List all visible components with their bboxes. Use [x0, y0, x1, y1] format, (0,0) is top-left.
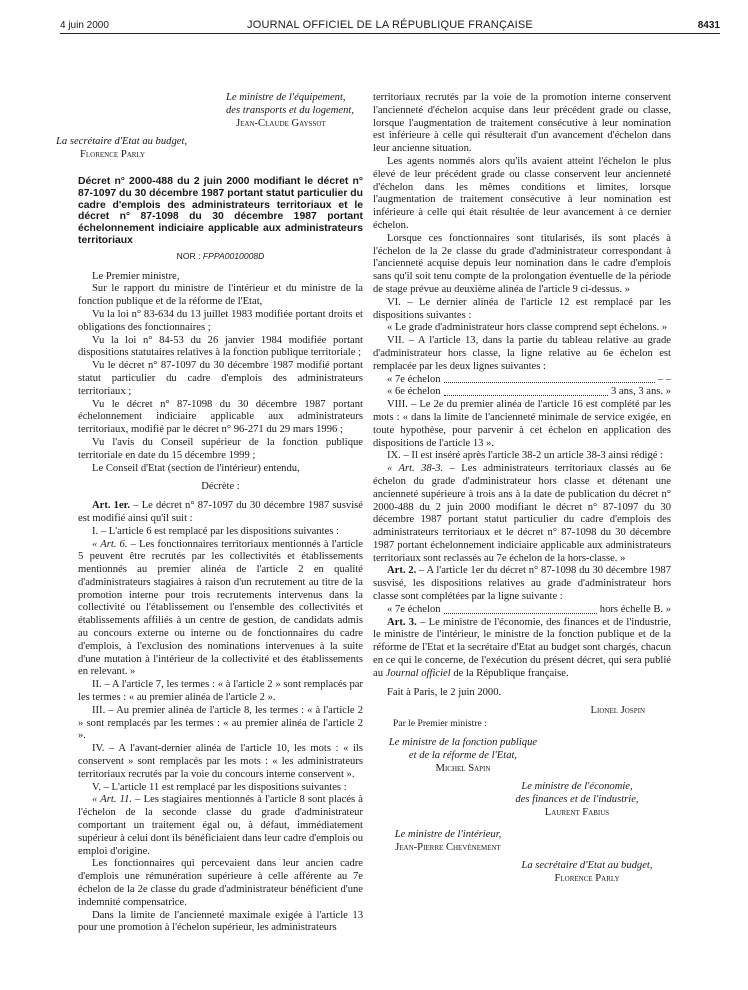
signature-block-interieur: Le ministre de l'intérieur, Jean-Pierre Chevènement — [394, 828, 502, 853]
fait-a-paris: Fait à Paris, le 2 juin 2000. — [387, 686, 502, 698]
signature-block-fonction-publique: Le ministre de la fonction publique et de la réforme de l'Etat, Michel Sapin — [388, 737, 538, 774]
article-1: Art. 1er. – Le décret n° 87-1097 du 30 décembre 1987 susvisé est modifié ainsi qu'il suit : — [78, 500, 364, 524]
signature-name: Lionel Jospin — [590, 705, 645, 717]
header-date: 4 juin 2000 — [60, 20, 109, 31]
signature-block-budget — [56, 136, 363, 162]
article-6-text: « Art. 6. – Les fonctionnaires territoriaux mentionnés à l'article 5 peuvent être recrutés par les collectivités et établissements mentionnés au premier alinéa de l'article 2 en qualité d'administrateurs stagiaires à raison d'un recrutement au titre de la promotion interne pour trois recrutements intervenus dans la collectivité ou l'établissement ou l'ensemble des collectivités et établissements affiliés à un centre de gestion, de candidats admis au concours externe ou interne ou de fonctionnaires du cadre d'emplois, à l'exclusion des nominations intervenues à la suite d'une mutation à l'intérieur de la collectivité et des établissements en relevant. » — [78, 538, 363, 678]
paragraph: III. – Au premier alinéa de l'article 8, les termes : « à l'article 2 » sont remplacés par les termes : « au premier alinéa de l'article 2 ». — [78, 704, 363, 742]
signature-name: Jean-Pierre Chevènement — [395, 841, 501, 853]
table-row: « 7e échelon hors échelle B. » — [387, 603, 671, 615]
paragraph: Vu la loi n° 83-634 du 13 juillet 1983 modifiée portant droits et obligations des fonctionnaires ; — [78, 308, 363, 333]
signature-role: Le ministre de l'équipement, — [226, 92, 346, 103]
paragraph: Vu le décret n° 87-1097 du 30 décembre 1987 modifié portant statut particulier du cadre d'emplois des administrateurs territoriaux ; — [78, 360, 363, 397]
paragraph: Vu la loi n° 84-53 du 26 janvier 1984 modifiée portant dispositions statutaires relatives à la fonction publique territoriale ; — [78, 334, 363, 359]
left-column — [56, 92, 364, 935]
paragraph: Lorsque ces fonctionnaires sont titularisés, ils sont placés à l'échelon de la 2e classe du grade d'administrateur correspondant à l'ancienneté acquise depuis leur nomination dans le cadre d'emplois sans qu'il soit tenu compte de la prolongation éventuelle de la période de stage prévue au deuxième alinéa de l'article 9 ci-dessus. » — [373, 232, 671, 295]
paragraph: Sur le rapport du ministre de l'intérieur et du ministre de la fonction publique et de la réforme de l'Etat, — [78, 283, 363, 308]
signature-name: Jean-Claude Gayssot — [236, 117, 326, 129]
paragraph: Le Conseil d'Etat (section de l'intérieur) entendu, — [92, 462, 300, 474]
paragraph: « Le grade d'administrateur hors classe comprend sept échelons. » — [387, 322, 668, 334]
page-header — [60, 18, 720, 34]
journal-title: JOURNAL OFFICIEL DE LA RÉPUBLIQUE FRANÇAISE — [247, 19, 533, 31]
par-le-premier-ministre: Par le Premier ministre : — [393, 718, 487, 730]
signature-role: La secrétaire d'Etat au budget, — [56, 136, 188, 148]
article-11-text: « Art. 11. – Les stagiaires mentionnés à l'article 8 sont placés à l'échelon de la seconde classe du grade d'administrateur comportant un traitement égal ou, à défaut, immédiatement supérieur à celui dont ils bénéficiaient dans leur cadre d'emplois ou emploi d'origine. — [78, 794, 363, 857]
article-38-3-text: « Art. 38-3. – Les administrateurs territoriaux classés au 6e échelon du grade d'administrateur hors classe et détenant une ancienneté supérieure à trois ans à la date de publication du décret n° 2000-488 du 2 juin 2000 modifiant le décret n° 87-1097 du 30 décembre 1987 portant statut particulier du cadre d'emplois des administrateurs territoriaux et le décret n° 87-1098 du 30 décembre 1987 portant échelonnement indiciaire applicable aux administrateurs territoriaux sont reclassés au 7e échelon de la hors-classe. » — [373, 463, 672, 564]
paragraph: Les agents nommés alors qu'ils avaient atteint l'échelon le plus élevé de leur précédent grade ou classe conservent leur ancienneté d'échelon dans les mêmes conditions et limites, lorsque l'augmentation de traitement consécutive à leur nomination est inférieure à celle qui était résultée de leur avancement à ce dernier échelon. — [373, 155, 671, 231]
nor-reference: NOR : FPPA0010008D — [176, 250, 265, 261]
paragraph: V. – L'article 11 est remplacé par les dispositions suivantes : — [92, 781, 347, 793]
article-3: Art. 3. – Le ministre de l'économie, des finances et de l'industrie, le ministre de l'intérieur, le ministre de la fonction publique et de la réforme de l'Etat et la secrétaire d'Etat au budget sont chargés, chacun en ce qui le concerne, de l'exécution du présent décret, qui sera publié au Journal officiel de la République française. — [373, 616, 671, 679]
article-2: Art. 2. – A l'article 1er du décret n° 87-1098 du 30 décembre 1987 susvisé, les dispositions relatives au grade d'administrateur hors classe sont complétées par la ligne suivante : — [373, 565, 671, 603]
signature-role: des transports et du logement, — [226, 104, 354, 116]
paragraph: VI. – Le dernier alinéa de l'article 12 est remplacé par les dispositions suivantes : — [373, 296, 671, 321]
signature-block-economie: Le ministre de l'économie, des finances et de l'industrie, Laurent Fabius — [515, 781, 639, 819]
paragraph: territoriaux recrutés par la voie de la promotion interne conservent l'ancienneté d'échelon acquise dans leur précédent grade ou classe, lorsque l'augmentation de traitement consécutive à leur nomination est inférieure à celle qui résulterait d'un avancement d'échelon dans leur ancienne situation. — [373, 92, 671, 155]
signature-name: Florence Parly — [80, 149, 146, 161]
right-column — [373, 92, 671, 886]
paragraph: VIII. – Le 2e du premier alinéa de l'article 16 est complété par les mots : « dans la limite de l'ancienneté minimale de service exigée, en toute hypothèse, pour parvenir à cet échelon en application des dispositions de l'article 13 ». — [373, 399, 671, 449]
signature-name: Florence Parly — [554, 873, 620, 885]
paragraph: Vu le décret n° 87-1098 du 30 décembre 1987 portant échelonnement indiciaire applicable aux administrateurs territoriaux, modifié par le décret n° 96-271 du 29 mars 1996 ; — [78, 398, 363, 436]
signature-block-budget-right: La secrétaire d'Etat au budget, Florence Parly — [521, 860, 653, 885]
signature-block-equipement — [226, 92, 363, 130]
signature-name: Michel Sapin — [435, 762, 491, 774]
header-rule — [60, 33, 720, 34]
paragraph: Les fonctionnaires qui percevaient dans leur ancien cadre d'emplois une rémunération supérieure à celle afférente au 7e échelon de la 2e classe du grade d'administrateur bénéficient d'une indemnité compensatrice. — [78, 858, 363, 908]
paragraph: Dans la limite de l'ancienneté maximale exigée à l'article 13 pour une promotion à l'échelon supérieur, les administrateurs — [78, 909, 363, 934]
signature-name: Laurent Fabius — [544, 807, 610, 819]
paragraph: II. – A l'article 7, les termes : « à l'article 2 » sont remplacés par les termes : « au premier alinéa de l'article 2 ». — [78, 679, 363, 704]
paragraph: VII. – A l'article 13, dans la partie du tableau relative au grade d'administrateur hors classe, la ligne relative au 6e échelon est remplacée par les deux lignes suivantes : — [373, 335, 671, 372]
paragraph: I. – L'article 6 est remplacé par les dispositions suivantes : — [92, 525, 339, 537]
page-number: 8431 — [697, 20, 720, 31]
paragraph: Le Premier ministre, — [92, 270, 180, 282]
decree-title: Décret n° 2000-488 du 2 juin 2000 modifiant le décret n° 87-1097 du 30 décembre 1987 portant statut particulier du cadre d'emplois des administrateurs territoriaux et le décret n° 87-1098 du 30 décembre 1987 portant échelonnement indiciaire applicable aux administrateurs territoriaux — [78, 175, 363, 246]
paragraph: IV. – A l'avant-dernier alinéa de l'article 10, les mots : « ils conservent » sont remplacés par les mots : « les administrateurs territoriaux recrutés par la voie du concours interne conservent ». — [78, 743, 363, 780]
table-row: « 7e échelon – – — [387, 373, 671, 385]
paragraph: IX. – Il est inséré après l'article 38-2 un article 38-3 ainsi rédigé : — [387, 450, 664, 462]
table-row: « 6e échelon 3 ans, 3 ans. » — [387, 386, 671, 398]
paragraph: Vu l'avis du Conseil supérieur de la fonction publique territoriale en date du 15 décembre 1999 ; — [78, 436, 363, 461]
decrete-heading: Décrète : — [201, 481, 240, 493]
